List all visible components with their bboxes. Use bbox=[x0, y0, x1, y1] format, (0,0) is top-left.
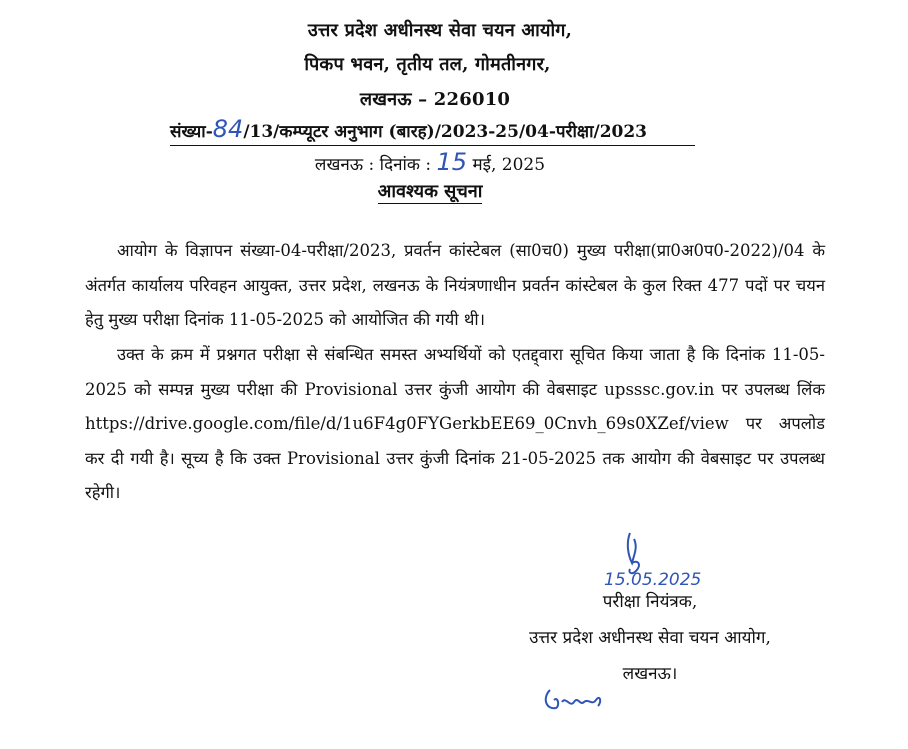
reference-handwritten-number: 84 bbox=[212, 115, 244, 143]
signature-handwritten-date: 15.05.2025 bbox=[604, 570, 702, 590]
date-line bbox=[0, 148, 860, 176]
header-address: पिकप भवन, तृतीय तल, गोमतीनगर, bbox=[304, 54, 551, 75]
reference-suffix: /13/कम्प्यूटर अनुभाग (बारह)/2023-25/04-परीक्षा/2023 bbox=[243, 122, 648, 142]
date-suffix: मई, 2025 bbox=[467, 155, 546, 175]
header-city: लखनऊ – 226010 bbox=[359, 89, 511, 110]
reference-prefix: संख्या- bbox=[170, 122, 213, 142]
signature-designation: परीक्षा नियंत्रक, bbox=[602, 592, 698, 612]
paragraph-2: उक्त के क्रम में प्रश्नगत परीक्षा से संबन्धित समस्त अभ्यर्थियों को एतद्द्वारा सूचित किया जाता है कि दिनांक 11-05-2025 को सम्पन्न मुख्य परीक्षा की Provisional उत्तर कुंजी आयोग की वेबसाइट upsssc.gov.in पर उपलब्ध लिंक https://drive.google.com/file/d/1u6F4g0FYGerkbEE69_0Cnvh_69s0XZef/view पर अपलोड कर दी गयी है। सूच्य है कि उक्त Provisional उत्तर कुंजी दिनांक 21-05-2025 तक आयोग की वेबसाइट पर उपलब्ध रहेगी। bbox=[85, 345, 825, 502]
paragraph-1: आयोग के विज्ञापन संख्या-04-परीक्षा/2023, प्रवर्तन कांस्टेबल (सा0च0) मुख्य परीक्षा(प्रा0अ0प0-2022)/04 के अंतर्गत कार्यालय परिवहन आयुक्त, उत्तर प्रदेश, लखनऊ के नियंत्रणाधीन प्रवर्तन कांस्टेबल के कुल रिक्त 477 पदों पर चयन हेतु मुख्य परीक्षा दिनांक 11-05-2025 को आयोजित की गयी थी। bbox=[85, 241, 825, 329]
reference-number-line bbox=[170, 115, 695, 146]
signature-block bbox=[470, 584, 830, 692]
signature-organization: उत्तर प्रदेश अधीनस्थ सेवा चयन आयोग, bbox=[529, 628, 771, 648]
initials-scribble bbox=[540, 678, 610, 718]
notice-title: आवश्यक सूचना bbox=[377, 181, 483, 202]
date-prefix: लखनऊ : दिनांक : bbox=[314, 155, 437, 175]
signature-city: लखनऊ। bbox=[622, 664, 678, 684]
header-organization: उत्तर प्रदेश अधीनस्थ सेवा चयन आयोग, bbox=[307, 20, 573, 41]
date-handwritten-day: 15 bbox=[436, 148, 468, 176]
